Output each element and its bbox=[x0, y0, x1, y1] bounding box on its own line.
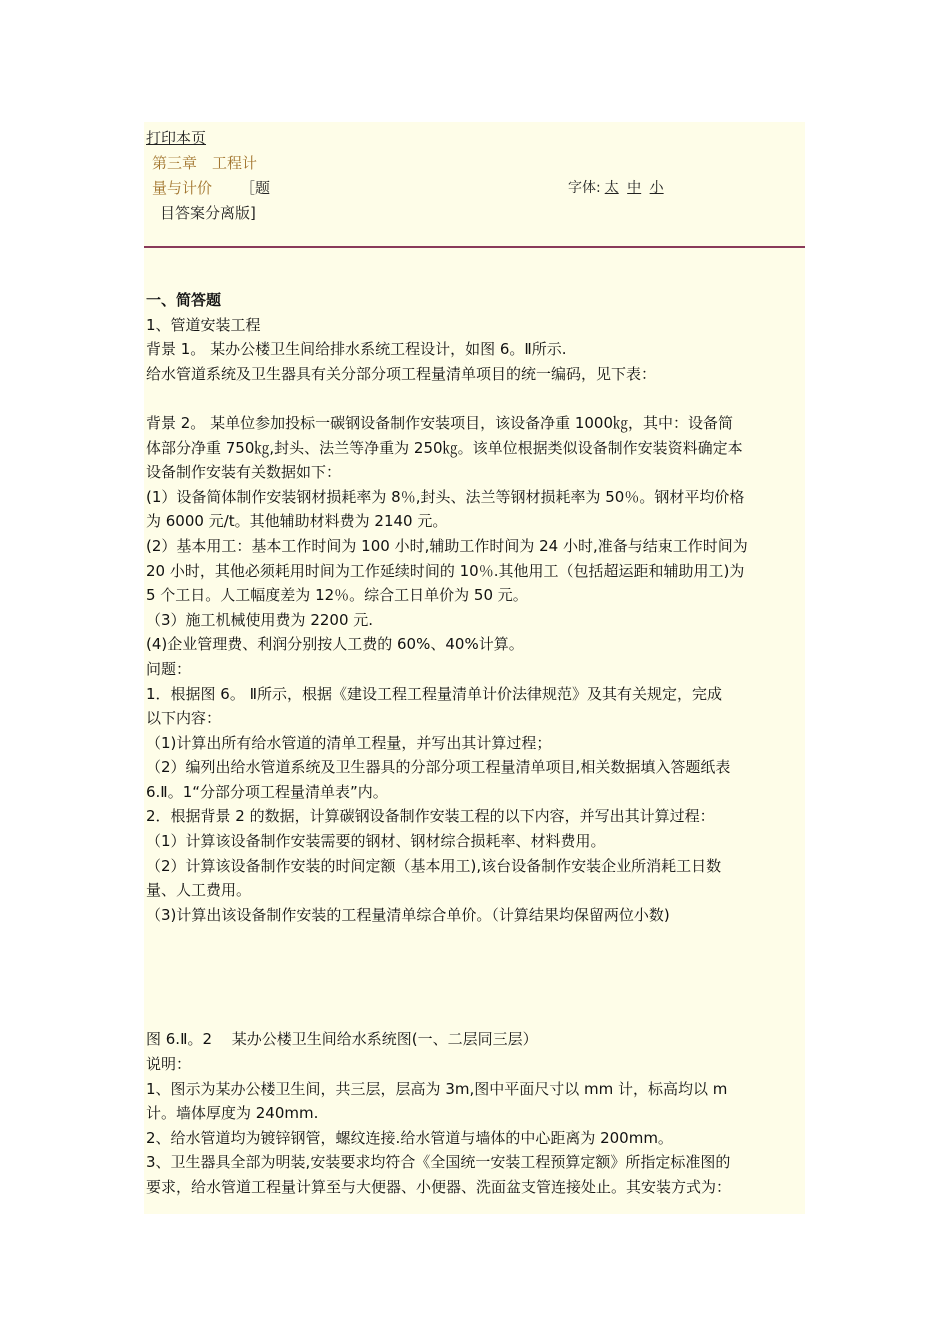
font-size-label: 字体: bbox=[568, 180, 601, 196]
chapter-title-line1: 第三章 工程计 bbox=[152, 154, 258, 172]
question-line: （3)计算出该设备制作安装的工程量清单综合单价。（计算结果均保留两位小数) bbox=[146, 905, 670, 924]
background1-line: 给水管道系统及卫生器具有关分部分项工程量清单项目的统一编码，见下表： bbox=[146, 364, 657, 383]
question-line: （2）计算该设备制作安装的时间定额（基本用工),该台设备制作安装企业所消耗工日数 bbox=[146, 856, 722, 875]
question-line: 以下内容： bbox=[146, 709, 222, 728]
note-line: 计。墙体厚度为 240mm. bbox=[146, 1104, 319, 1123]
questions-label: 问题： bbox=[146, 659, 192, 678]
question-line: 6.Ⅱ。1“分部分项工程量清单表”内。 bbox=[146, 782, 388, 801]
spacer bbox=[146, 386, 806, 411]
question-line: 2．根据背景 2 的数据，计算碳钢设备制作安装工程的以下内容，并写出其计算过程： bbox=[146, 807, 715, 826]
figure-caption: 图 6.Ⅱ。2 某办公楼卫生间给水系统图(一、二层同三层） bbox=[146, 1030, 538, 1049]
background2-line: 体部分净重 750㎏,封头、法兰等净重为 250㎏。该单位根据类似设备制作安装资料确定本 bbox=[146, 438, 743, 457]
question-title: 1、管道安装工程 bbox=[146, 315, 261, 334]
document-body bbox=[146, 288, 806, 1200]
question-line: 1．根据图 6。 Ⅱ所示，根据《建设工程工程量清单计价法律规范》及其有关规定，完成 bbox=[146, 684, 723, 703]
data-item-line: (4)企业管理费、利润分别按人工费的 60%、40%计算。 bbox=[146, 635, 524, 654]
data-item-line: 为 6000 元/t。其他辅助材料费为 2140 元。 bbox=[146, 512, 448, 531]
note-line: 2、给水管道均为镀锌钢管，螺纹连接.给水管道与墙体的中心距离为 200mm。 bbox=[146, 1128, 673, 1147]
data-item-line: (2）基本用工：基本工作时间为 100 小时,辅助工作时间为 24 小时,准备与结束工作时间为 bbox=[146, 536, 748, 555]
section-heading: 一、简答题 bbox=[146, 291, 222, 309]
note-line: 3、卫生器具全部为明装,安装要求均符合《全国统一安装工程预算定额》所指定标准图的 bbox=[146, 1153, 731, 1172]
question-line: 量、人工费用。 bbox=[146, 881, 252, 900]
note-line: 要求，给水管道工程量计算至与大便器、小便器、洗面盆支管连接处止。其安装方式为： bbox=[146, 1178, 732, 1196]
background2-line: 设备制作安装有关数据如下： bbox=[146, 463, 342, 482]
font-size-controls bbox=[568, 177, 664, 197]
notes-label: 说明： bbox=[146, 1055, 192, 1074]
font-large-link[interactable]: 太 bbox=[604, 180, 619, 196]
chapter-title-line2: 量与计价 bbox=[152, 179, 213, 197]
data-item-line: （3）施工机械使用费为 2200 元. bbox=[146, 610, 374, 629]
note-line: 1、图示为某办公楼卫生间，共三层，层高为 3m,图中平面尺寸以 mm 计，标高均以 m bbox=[146, 1079, 728, 1098]
header-divider bbox=[144, 246, 805, 248]
spacer bbox=[146, 927, 806, 1027]
font-medium-link[interactable]: 中 bbox=[627, 180, 642, 196]
question-line: （1)计算出所有给水管道的清单工程量，并写出其计算过程； bbox=[146, 733, 552, 752]
background2-line: 背景 2。 某单位参加投标一碳钢设备制作安装项目，该设备净重 1000㎏，其中：设备简 bbox=[146, 413, 734, 432]
data-item-line: 20 小时，其他必须耗用时间为工作延续时间的 10％.其他用工（包括超运距和辅助用工)为 bbox=[146, 561, 745, 580]
font-small-link[interactable]: 小 bbox=[649, 180, 664, 196]
print-page-link[interactable]: 打印本页 bbox=[146, 129, 207, 147]
background1-line: 背景 1。 某办公楼卫生间给排水系统工程设计，如图 6。Ⅱ所示. bbox=[146, 340, 567, 359]
data-item-line: (1）设备简体制作安装钢材损耗率为 8％,封头、法兰等钢材损耗率为 50％。钢材平均价格 bbox=[146, 487, 745, 506]
chapter-title-line3: 目答案分离版] bbox=[160, 204, 256, 222]
question-line: （2）编列出给水管道系统及卫生器具的分部分项工程量清单项目,相关数据填入答题纸表 bbox=[146, 758, 731, 777]
question-line: （1）计算该设备制作安装需要的钢材、钢材综合损耗率、材料费用。 bbox=[146, 832, 606, 851]
chapter-title-bracket: ［题 bbox=[240, 179, 271, 197]
data-item-line: 5 个工日。人工幅度差为 12％。综合工日单价为 50 元。 bbox=[146, 586, 528, 605]
